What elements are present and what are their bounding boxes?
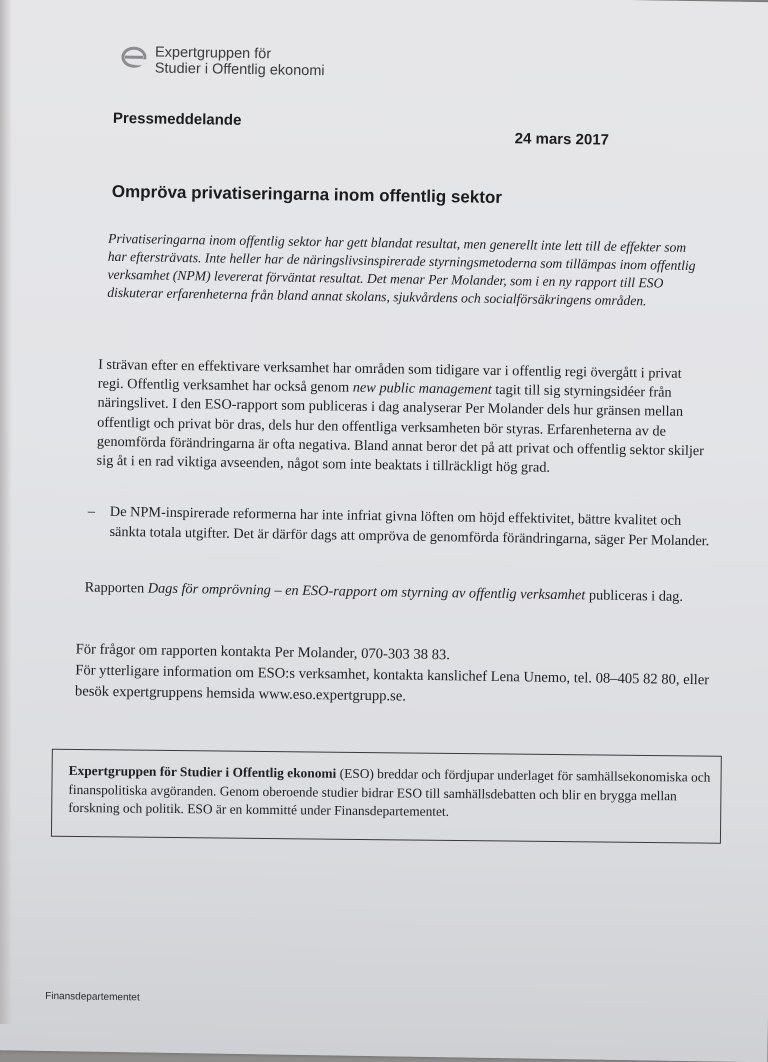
logo-line-1: Expertgruppen för (155, 45, 325, 64)
quote-dash: – (88, 502, 95, 522)
quote-text: De NPM-inspirerade reformerna har inte infriat givna löften om höjd effektivitet, bättre kvalitet och sänkta totala utgifter. Det är därför dags att ompröva de genomförda förändringarna, säger Per Molander. (87, 502, 718, 552)
info-box-body: (ESO) breddar och fördjupar underlaget för samhällsekonomiska och finanspolitiska avgöranden. Genom oberoende studier bidrar ESO till samhällsdebatten och blir en brygga mellan forskning och politik. ESO är en kommitté under Finansdepartementet. (68, 766, 710, 819)
info-box-text (68, 762, 719, 824)
report-prefix: Rapporten (85, 579, 148, 596)
page-edge-shadow (0, 0, 12, 1024)
contact-line-2: För ytterligare information om ESO:s verksamhet, kontakta kanslichef Lena Unemo, tel. 08–405 82 80, eller besök expertgruppens hemsida www.eso.expertgrupp.se. (75, 660, 726, 712)
release-date: 24 mars 2017 (515, 130, 610, 148)
logo-line-2: Studier i Offentlig ekonomi (155, 61, 325, 80)
info-box-org: Expertgruppen för Studier i Offentlig ekonomi (69, 763, 337, 781)
report-paragraph (84, 577, 724, 607)
press-release-label: Pressmeddelande (113, 110, 242, 129)
quote-block (87, 502, 718, 552)
body-paragraph (96, 356, 706, 481)
lead-paragraph: Privatiseringarna inom offentlig sektor har gett blandat resultat, men generellt inte lett till de effekter som har eftersträvats. Inte heller har de näringslivsinspirerade styrningsmetoderna som tillämpas inom offentlig verksamhet (NPM) levererat förväntat resultat. Det menar Per Molander, som i en ny rapport till ESO diskuterar erfarenheterna från bland annat skolans, sjukvårdens och socialförsäkringens områden. (107, 230, 698, 311)
report-title: Dags för omprövning – en ESO-rapport om styrning av offentlig verksamhet (148, 580, 586, 603)
npm-term: new public management (353, 380, 492, 398)
body-part-1: I strävan efter en effektivare verksamhet har områden som tidigare var i offentlig regi övergått i privat regi. Offentlig verksamhet har också genom (98, 357, 682, 396)
eso-logo-icon (121, 46, 147, 68)
info-box (51, 749, 722, 844)
logo-text (155, 45, 325, 80)
body-part-2: tagit till sig styrningsidéer från näringslivet. I den ESO-rapport som publiceras i dag analyserar Per Molander dels hur gränsen mellan offentligt och privat bör dras, dels hur den offentliga verksamheten bör styras. Erfarenheterna av de genomförda förändringarna är ofta negativa. Bland annat beror det på att privat och offentlig sektor skiljer sig åt i en rad viktiga avseenden, något som inte beaktats i tillräckligt hög grad. (96, 382, 704, 476)
footer-department: Finansdepartementet (45, 991, 140, 1003)
contact-line-1: För frågor om rapporten kontakta Per Molander, 070-303 38 83. (75, 639, 725, 670)
report-suffix: publiceras i dag. (585, 587, 683, 605)
page-title: Ompröva privatiseringarna inom offentlig sektor (112, 182, 502, 208)
logo (121, 44, 325, 79)
contact-info (75, 639, 726, 712)
